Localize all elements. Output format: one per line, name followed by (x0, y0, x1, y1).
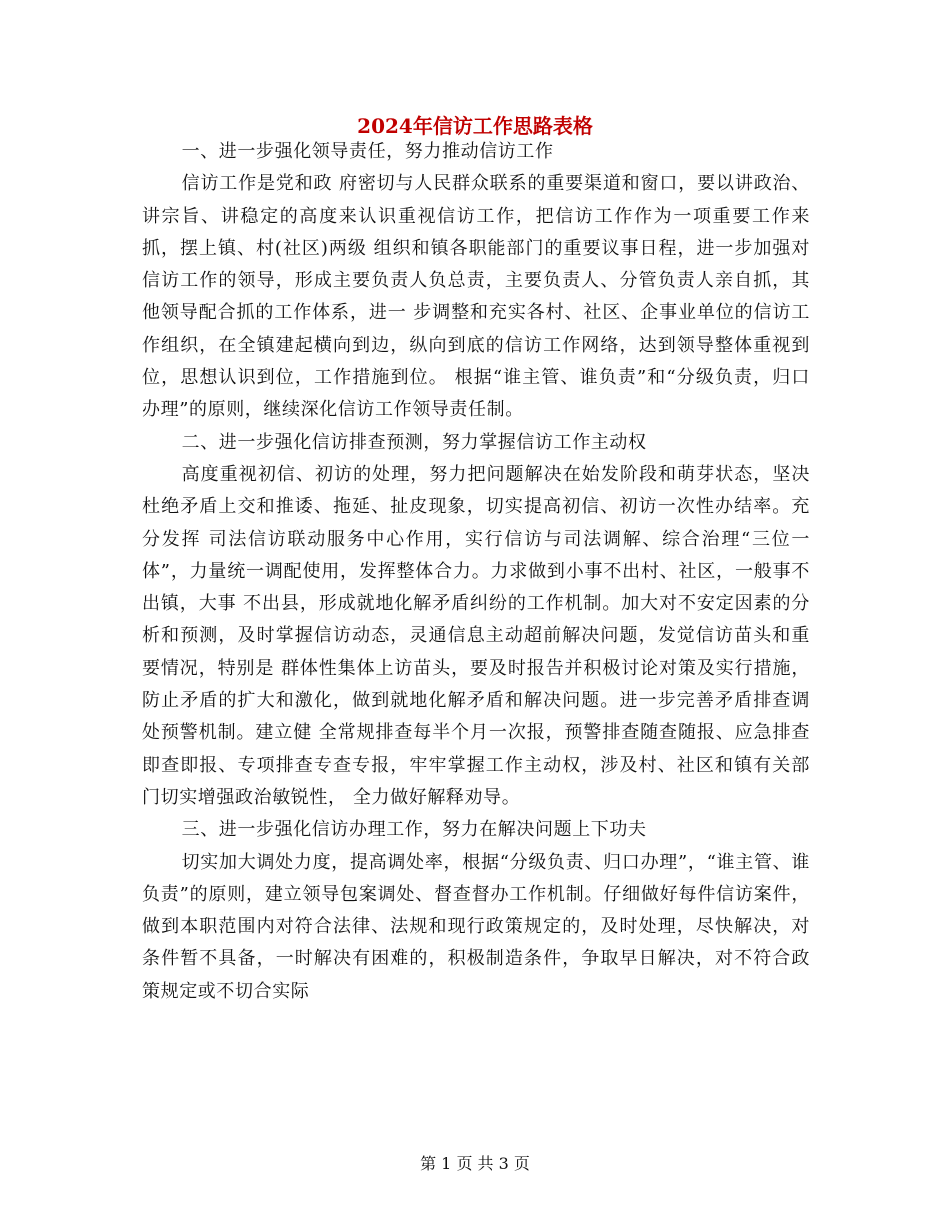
section-heading-2: 二、进一步强化信访排查预测，努力掌握信访工作主动权 (181, 431, 647, 453)
section-heading-1: 一、进一步强化领导责任，努力推动信访工作 (181, 141, 554, 162)
paragraph-1: 信访工作是党和政 府密切与人民群众联系的重要渠道和窗口，要以讲政治、讲宗旨、讲稳定的高度来认识重视信访工作，把信访工作作为一项重要工作来抓，摆上镇、村(社区)两级 组织和镇各职能部门的重要议事日程，进一步加强对信访工作的领导，形成主要负责人负总责，主要负责人、分管负责人亲自抓，其他领导配合抓的工作体系，进一 步调整和充实各村、社区、企事业单位的信访工作组织，在全镇建起横向到边，纵向到底的信访工作网络，达到领导整体重视到位，思想认识到位，工作措施到位。 根据“谁主管、谁负责”和“分级负责，归口办理”的原则，继续深化信访工作领导责任制。 (142, 173, 810, 421)
document-body (142, 136, 810, 1008)
section-heading-3: 三、进一步强化信访办理工作，努力在解决问题上下功夫 (181, 819, 647, 841)
document-title: 2024年信访工作思路表格 (357, 114, 593, 138)
page-footer: 第 1 页 共 3 页 (420, 1154, 530, 1173)
paragraph-2: 高度重视初信、初访的处理，努力把问题解决在始发阶段和萌芽状态，坚决杜绝矛盾上交和推诿、拖延、扯皮现象，切实提高初信、初访一次性办结率。充分发挥 司法信访联动服务中心作用，实行信访与司法调解、综合治理“三位一体”，力量统一调配使用，发挥整体合力。力求做到小事不出村、社区，一般事不出镇，大事 不出县，形成就地化解矛盾纠纷的工作机制。加大对不安定因素的分析和预测，及时掌握信访动态，灵通信息主动超前解决问题，发觉信访苗头和重要情况，特别是 群体性集体上访苗头，要及时报告并积极讨论对策及实行措施，防止矛盾的扩大和激化，做到就地化解矛盾和解决问题。进一步完善矛盾排查调处预警机制。建立健 全常规排查每半个月一次报，预警排查随查随报、应急排查即查即报、专项排查专查专报，牢牢掌握工作主动权，涉及村、社区和镇有关部门切实增强政治敏锐性， 全力做好解释劝导。 (142, 463, 810, 808)
paragraph-3: 切实加大调处力度，提高调处率，根据“分级负责、归口办理”，“谁主管、谁负责”的原则，建立领导包案调处、督查督办工作机制。仔细做好每件信访案件，做到本职范围内对符合法律、法规和现行政策规定的，及时处理，尽快解决，对条件暂不具备，一时解决有困难的，积极制造条件，争取早日解决，对不符合政策规定或不切合实际 (142, 851, 810, 1002)
